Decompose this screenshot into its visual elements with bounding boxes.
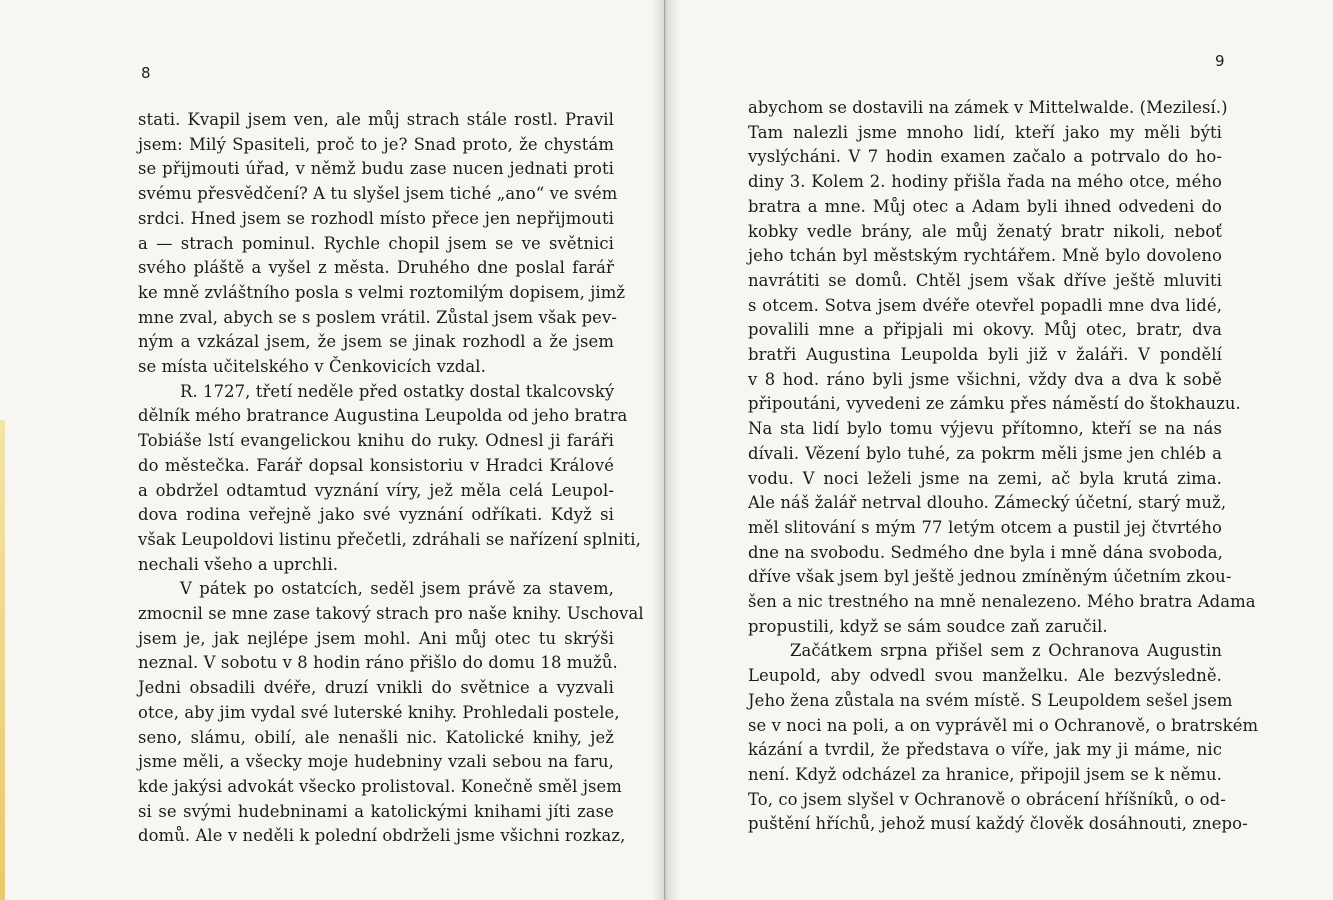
- text-line: puštění hříchů, jehož musí každý člověk dosáhnouti, znepo-: [748, 814, 1248, 834]
- text-line: připoutáni, vyvedeni ze zámku přes náměstí do štokhauzu.: [748, 394, 1241, 414]
- page-edge: [0, 420, 5, 900]
- text-line: ným a vzkázal jsem, že jsem se jinak rozhodl a že jsem: [138, 332, 614, 352]
- text-line: se přijmouti úřad, v němž budu zase nucen jednati proti: [138, 159, 614, 179]
- text-line: do městečka. Farář dopsal konsistoriu v Hradci Králové: [138, 455, 614, 475]
- text-line: svému přesvědčení? A tu slyšel jsem tiché „ano“ ve svém: [138, 184, 618, 204]
- text-line: jeho tchán byl městským rychtářem. Mně bylo dovoleno: [748, 246, 1222, 266]
- text-line: V pátek po ostatcích, seděl jsem právě za stavem,: [180, 579, 614, 599]
- text-line: Leupold, aby odvedl svou manželku. Ale bezvýsledně.: [748, 666, 1222, 686]
- text-line: kde jakýsi advokát všecko prolistoval. Konečně směl jsem: [138, 776, 622, 796]
- text-line: mne zval, abych se s poslem vrátil. Zůstal jsem však pev-: [138, 307, 617, 327]
- text-line: kázání a tvrdil, že představa o víře, jak my ji máme, nic: [748, 740, 1222, 760]
- text-line: povalili mne a připjali mi okovy. Můj otec, bratr, dva: [748, 320, 1222, 340]
- text-line: dívali. Vězení bylo tuhé, za pokrm měli jsme jen chléb a: [748, 443, 1222, 463]
- text-line: s otcem. Sotva jsem dvéře otevřel popadli mne dva lidé,: [748, 295, 1222, 315]
- text-line: dne na svobodu. Sedmého dne byla i mně dána svoboda,: [748, 542, 1223, 562]
- text-line: R. 1727, třetí neděle před ostatky dostal tkalcovský: [180, 381, 615, 401]
- text-line: bratři Augustina Leupolda byli již v žaláři. V pondělí: [748, 345, 1222, 365]
- left-page-text: [138, 108, 644, 849]
- text-line: diny 3. Kolem 2. hodiny přišla řada na mého otce, mého: [748, 172, 1222, 192]
- text-line: propustili, když se sám soudce zaň zaručil.: [748, 616, 1108, 636]
- text-line: nechali všeho a uprchli.: [138, 554, 339, 574]
- text-line: neznal. V sobotu v 8 hodin ráno přišlo do domu 18 mužů.: [138, 653, 618, 673]
- text-line: Jedni obsadili dvéře, druzí vnikli do světnice a vyzvali: [138, 678, 614, 698]
- text-line: není. Když odcházel za hranice, připojil jsem se k němu.: [748, 764, 1222, 784]
- text-line: dříve však jsem byl ještě jednou zmíněným účetním zkou-: [748, 567, 1232, 587]
- text-line: šen a nic trestného na mně nenalezeno. Mého bratra Adama: [748, 592, 1256, 612]
- text-line: a — strach pominul. Rychle chopil jsem se ve světnici: [138, 233, 614, 253]
- page-number: 8: [141, 64, 151, 82]
- text-line: srdci. Hned jsem se rozhodl místo přece jen nepřijmouti: [138, 208, 614, 228]
- text-line: Začátkem srpna přišel sem z Ochranova Augustin: [790, 641, 1222, 661]
- right-page: [666, 0, 1333, 900]
- text-line: ke mně zvláštního posla s velmi roztomilým dopisem, jimž: [138, 282, 626, 302]
- text-line: zmocnil se mne zase takový strach pro naše knihy. Uschoval: [138, 604, 644, 624]
- text-line: měl slitování s mým 77 letým otcem a pustil jej čtvrtého: [748, 517, 1222, 537]
- text-line: otce, aby jim vydal své luterské knihy. Prohledali postele,: [138, 702, 620, 722]
- text-line: Tam nalezli jsme mnoho lidí, kteří jako my měli býti: [748, 122, 1222, 142]
- text-line: a obdržel odtamtud vyznání víry, jež měla celá Leupol-: [138, 480, 614, 500]
- text-line: jsem: Milý Spasiteli, proč to je? Snad proto, že chystám: [138, 134, 614, 154]
- text-line: To, co jsem slyšel v Ochranově o obrácení hříšníků, o od-: [748, 789, 1226, 809]
- text-line: vodu. V noci leželi jsme na zemi, ač byla krutá zima.: [748, 468, 1222, 488]
- text-line: abychom se dostavili na zámek v Mittelwalde. (Mezilesí.): [748, 98, 1228, 117]
- text-line: seno, slámu, obilí, ale nenašli nic. Katolické knihy, jež: [138, 727, 614, 747]
- text-line: Na sta lidí bylo tomu výjevu přítomno, kteří se na nás: [748, 419, 1222, 439]
- text-line: jsme měli, a všecky moje hudebniny vzali sebou na faru,: [138, 752, 614, 772]
- page-number: 9: [1215, 52, 1225, 70]
- text-line: si se svými hudebninami a katolickými knihami jíti zase: [138, 801, 614, 821]
- text-line: svého pláště a vyšel z města. Druhého dne poslal farář: [138, 258, 614, 278]
- text-line: stati. Kvapil jsem ven, ale můj strach stále rostl. Pravil: [138, 110, 614, 129]
- text-line: kobky vedle brány, ale můj ženatý bratr nikoli, neboť: [748, 221, 1222, 241]
- text-line: dova rodina veřejně jako své vyznání odříkati. Když si: [138, 505, 614, 525]
- left-page: [0, 0, 665, 900]
- text-line: se v noci na poli, a on vyprávěl mi o Ochranově, o bratrském: [748, 715, 1259, 735]
- text-line: v 8 hod. ráno byli jsme všichni, vždy dva a dva k sobě: [748, 369, 1222, 389]
- text-line: Ale náš žalář netrval dlouho. Zámecký účetní, starý muž,: [748, 493, 1227, 513]
- right-page-text: [748, 96, 1259, 837]
- text-line: jsem je, jak nejlépe jsem mohl. Ani můj otec tu skrýši: [138, 628, 614, 648]
- text-line: však Leupoldovi listinu přečetli, zdráhali se nařízení splniti,: [138, 529, 641, 549]
- text-line: vyslýcháni. V 7 hodin examen začalo a potrvalo do ho-: [748, 147, 1222, 167]
- text-line: dělník mého bratrance Augustina Leupolda od jeho bratra: [138, 406, 628, 426]
- text-line: Jeho žena zůstala na svém místě. S Leupoldem sešel jsem: [748, 690, 1233, 710]
- text-line: navrátiti se domů. Chtěl jsem však dříve ještě mluviti: [748, 270, 1222, 290]
- text-line: se místa učitelského v Čenkovicích vzdal.: [138, 357, 486, 377]
- text-line: domů. Ale v neděli k polední obdrželi jsme všichni rozkaz,: [138, 826, 626, 846]
- text-line: bratra a mne. Můj otec a Adam byli ihned odvedeni do: [748, 196, 1222, 216]
- text-line: Tobiáše lstí evangelickou knihu do ruky. Odnesl ji faráři: [138, 431, 614, 451]
